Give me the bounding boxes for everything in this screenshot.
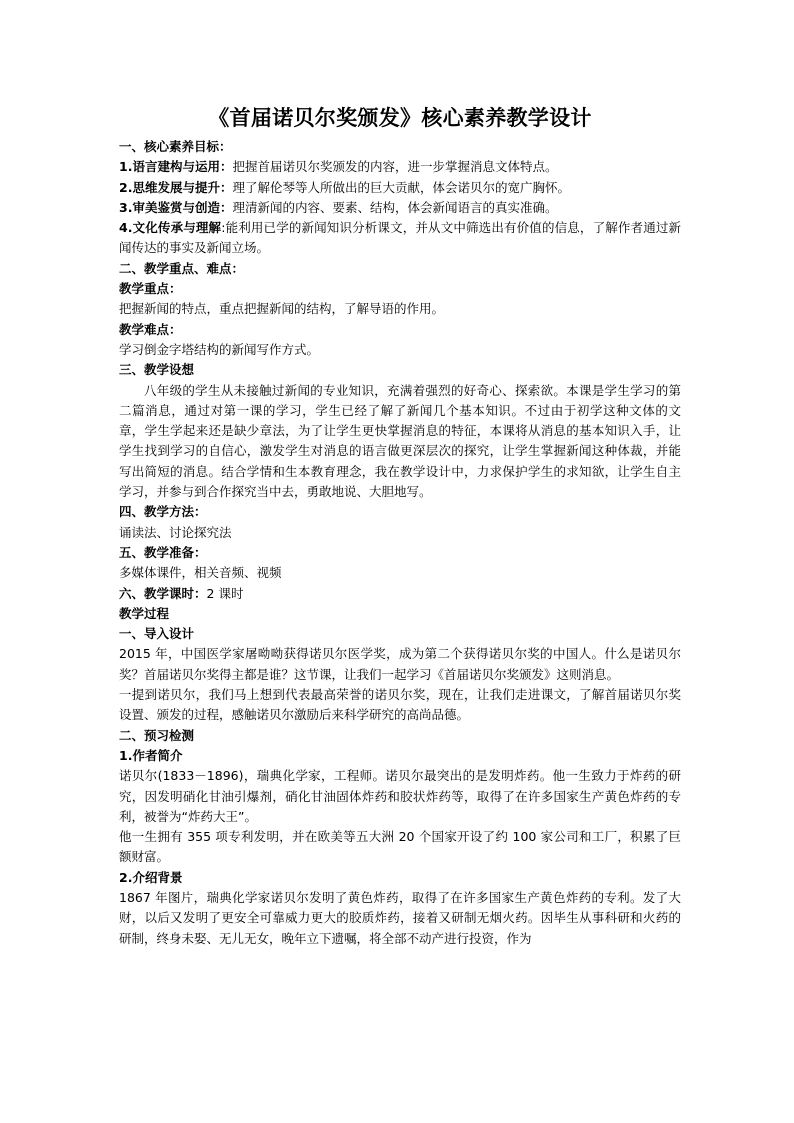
goal-text: 把握首届诺贝尔奖颁发的内容，进一步掌握消息文体特点。 (232, 159, 558, 175)
goal-item (119, 178, 681, 198)
difficulty-text: 学习倒金字塔结构的新闻写作方式。 (119, 341, 320, 357)
section-heading-preparation: 五、教学准备： (119, 544, 207, 560)
class-hours-label: 六、教学课时： (119, 585, 207, 601)
class-hours-value: 2 课时 (206, 585, 244, 601)
goal-text: 理了解伦琴等人所做出的巨大贡献，体会诺贝尔的宽广胸怀。 (232, 179, 570, 195)
goal-label: 3.审美鉴赏与创造： (119, 199, 233, 215)
document-page (119, 103, 681, 949)
section-heading-process: 教学过程 (119, 605, 170, 621)
goal-item (119, 218, 681, 259)
key-point-text: 把握新闻的特点，重点把握新闻的结构，了解导语的作用。 (119, 301, 445, 317)
key-point-label: 教学重点： (119, 281, 182, 297)
section-heading-methods: 四、教学方法： (119, 504, 207, 520)
goal-label: 2.思维发展与提升： (119, 179, 233, 195)
intro-paragraph: 一提到诺贝尔，我们马上想到代表最高荣誉的诺贝尔奖，现在，让我们走进课文，了解首届诺贝尔奖设置、颁发的过程，感触诺贝尔激励后来科学研究的高尚品德。 (119, 687, 681, 723)
author-heading: 1.作者简介 (119, 747, 183, 763)
goal-label: 1.语言建构与运用： (119, 159, 233, 175)
author-paragraph: 诺贝尔(1833－1896)，瑞典化学家，工程师。诺贝尔最突出的是发明炸药。他一生致力于炸药的研究，因发明硝化甘油引爆剂，硝化甘油固体炸药和胶状炸药等，取得了在许多国家生产黄色炸药的专利，被誉为“炸药大王”。 (119, 768, 681, 824)
goal-text: 理清新闻的内容、要素、结构，体会新闻语言的真实准确。 (232, 199, 558, 215)
section-heading-key-points: 二、教学重点、难点： (119, 260, 245, 276)
document-title: 《首届诺贝尔奖颁发》核心素养教学设计 (208, 106, 592, 130)
intro-paragraph: 2015 年，中国医学家屠呦呦获得诺贝尔医学奖，成为第二个获得诺贝尔奖的中国人。什么是诺贝尔奖？首届诺贝尔奖得主都是谁？这节课，让我们一起学习《首届诺贝尔奖颁发》这则消息。 (119, 646, 681, 682)
goal-item (119, 198, 681, 218)
goal-item (119, 157, 681, 177)
methods-text: 诵读法、讨论探究法 (119, 524, 232, 540)
section-heading-concept: 三、教学设想 (119, 362, 195, 378)
background-paragraph: 1867 年图片，瑞典化学家诺贝尔发明了黄色炸药，取得了在许多国家生产黄色炸药的专利。发了大财，以后又发明了更安全可靠威力更大的胶质炸药，接着又研制无烟火药。因毕生从事科研和火药的研制，终身未娶、无儿无女，晚年立下遗嘱，将全部不动产进行投资，作为 (119, 889, 681, 946)
difficulty-label: 教学难点： (119, 321, 182, 337)
goal-label: 4.文化传承与理解 (119, 220, 222, 236)
preparation-text: 多媒体课件，相关音频、视频 (119, 565, 282, 581)
section-heading-goals: 一、核心素养目标： (119, 139, 232, 154)
concept-paragraph: 八年级的学生从未接触过新闻的专业知识，充满着强烈的好奇心、探索欲。本课是学生学习的第二篇消息，通过对第一课的学习，学生已经了解了新闻几个基本知识。不过由于初学这种文体的文章，学生学起来还是缺少章法，为了让学生更快掌握消息的特征，本课将从消息的基本知识入手，让学生找到学习的自信心，激发学生对消息的语言做更深层次的探究，让学生掌握新闻这种体裁，并能写出简短的消息。结合学情和生本教育理念，我在教学设计中，力求保护学生的求知欲，让学生自主学习，并参与到合作探究当中去，勇敢地说、大胆地写。 (119, 382, 681, 500)
subsection-heading-intro: 一、导入设计 (119, 626, 195, 642)
class-hours (119, 584, 681, 604)
background-heading: 2.介绍背景 (119, 869, 183, 885)
subsection-heading-preview: 二、预习检测 (119, 727, 195, 743)
goal-text: :能利用已学的新闻知识分析课文，并从文中筛选出有价值的信息，了解作者通过新闻传达的事实及新闻立场。 (119, 220, 682, 256)
author-paragraph: 他一生拥有 355 项专利发明，并在欧美等五大洲 20 个国家开设了约 100 家公司和工厂，积累了巨额财富。 (119, 829, 681, 865)
